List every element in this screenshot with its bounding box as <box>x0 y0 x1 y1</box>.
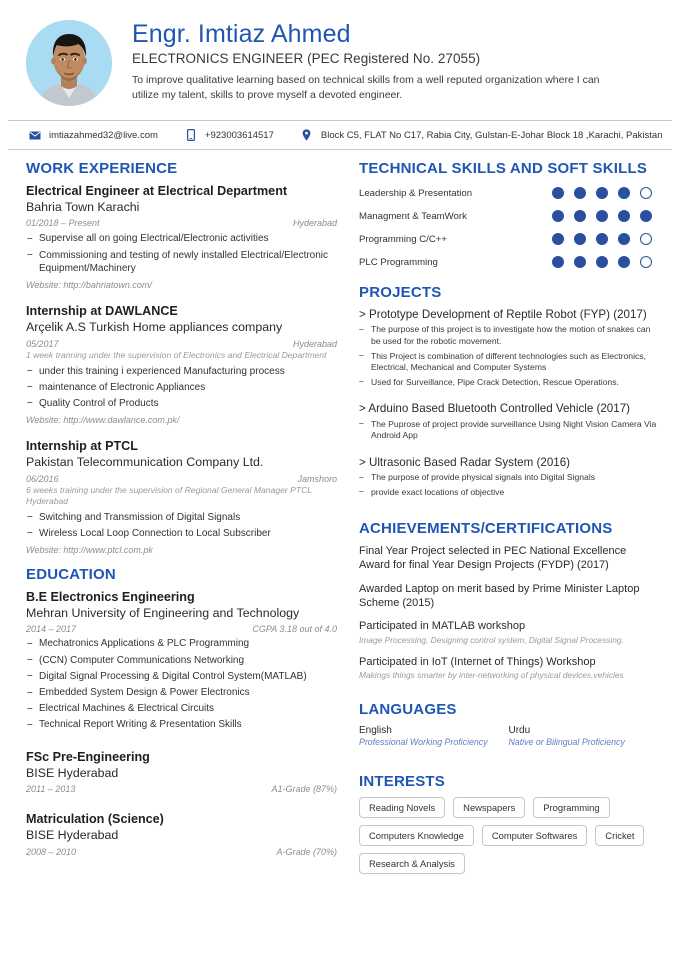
education-entry-dates: 2014 – 2017 <box>26 624 77 635</box>
work-entry-dates: 01/2018 – Present <box>26 218 100 229</box>
achievement-entry <box>359 544 658 573</box>
achievement-entry <box>359 582 658 611</box>
education-entry-dates: 2011 – 2013 <box>26 784 76 795</box>
work-entry-website[interactable]: Website: http://www.dawlance.com.pk/ <box>26 415 180 426</box>
achievement-note: Makings things smarter by inter-networking of physical devices,vehicles <box>358 669 624 680</box>
skill-rating <box>552 233 658 245</box>
skill-rating <box>552 210 658 222</box>
work-entry-location: Jamshoro <box>297 473 337 484</box>
skill-name: PLC Programming <box>358 256 438 268</box>
skill-rating <box>552 187 658 199</box>
work-entry <box>26 184 337 290</box>
achievement-title: Awarded Laptop on merit based by Prime Minister Laptop Scheme (2015) <box>358 582 640 609</box>
skill-dot-filled <box>596 187 608 199</box>
list-item: – The purpose of this project is to investigate how the motion of snakes can be used for the robotic movement. <box>359 324 658 347</box>
skill-dot-empty <box>640 233 652 245</box>
portrait-illustration <box>26 20 112 106</box>
education-entry-result: CGPA 3.18 out of 4.0 <box>252 624 337 635</box>
education-entry-title: B.E Electronics Engineering <box>26 589 195 604</box>
section-heading-technical-skills: TECHNICAL SKILLS AND SOFT SKILLS <box>358 160 648 177</box>
achievement-entry <box>359 619 658 645</box>
interest-tag: Newspapers <box>453 797 525 818</box>
list-item: – Switching and Transmission of Digital Signals <box>26 511 337 524</box>
right-column <box>347 160 662 874</box>
list-item: – under this training i experienced Manufacturing process <box>26 365 337 378</box>
section-heading-achievements: ACHIEVEMENTS/CERTIFICATIONS <box>358 520 613 538</box>
section-heading-projects: PROJECTS <box>358 284 442 301</box>
education-entry-meta <box>26 784 337 794</box>
list-item: – Technical Report Writing & Presentation Skills <box>26 718 337 731</box>
skill-row <box>359 210 658 222</box>
resume-header <box>0 0 680 106</box>
list-item: – Wireless Local Loop Connection to Local Subscriber <box>26 527 337 540</box>
work-entry-website[interactable]: Website: http://www.ptcl.com.pk <box>26 544 153 555</box>
list-item: – Commissioning and testing of newly installed Electrical/Electronic Equipment/Machinery <box>26 249 337 275</box>
languages-list <box>359 725 658 747</box>
education-entry-result: A1-Grade (87%) <box>271 784 337 795</box>
skill-dot-empty <box>640 187 652 199</box>
work-entry-dates: 06/2016 <box>26 473 59 484</box>
profile-photo-wrapper <box>26 20 112 106</box>
achievement-title: Participated in MATLAB workshop <box>358 620 526 633</box>
education-entry-organization: BISE Hyderabad <box>26 765 119 780</box>
list-item: – Supervise all on going Electrical/Electronic activities <box>26 232 337 245</box>
education-entry-result: A-Grade (70%) <box>276 846 337 857</box>
section-heading-work-experience: WORK EXPERIENCE <box>26 160 178 177</box>
section-heading-education: EDUCATION <box>26 565 116 583</box>
work-entry-note: 6 weeks training under the supervision of Regional General Manager PTCL Hyderabad <box>26 484 312 506</box>
project-entry <box>359 456 658 499</box>
work-entry-location: Hyderabad <box>292 218 337 229</box>
achievement-title: Final Year Project selected in PEC National Excellence Award for final Year Design Projects (FYDP) (2017) <box>358 545 627 572</box>
education-entry-organization: BISE Hyderabad <box>26 828 119 843</box>
work-entry-meta <box>26 474 337 484</box>
work-entry-meta <box>26 218 337 228</box>
left-column <box>18 160 347 874</box>
education-entry-organization: Mehran University of Engineering and Technology <box>26 606 300 621</box>
education-entry-meta <box>26 624 337 634</box>
contact-phone[interactable] <box>184 129 274 141</box>
list-item: – Mechatronics Applications & PLC Programming <box>26 637 337 650</box>
envelope-icon <box>28 131 42 140</box>
work-entry-organization: Pakistan Telecommunication Company Ltd. <box>26 455 264 470</box>
interest-tag: Cricket <box>595 825 644 846</box>
list-item: – Quality Control of Products <box>26 397 337 410</box>
language-name: English <box>358 724 392 736</box>
skill-row <box>359 187 658 199</box>
education-entry <box>26 750 337 794</box>
work-entry <box>26 439 337 555</box>
language-entry <box>359 725 509 747</box>
language-name: Urdu <box>508 724 531 736</box>
language-level: Professional Working Proficiency <box>358 736 488 747</box>
skill-dot-filled <box>574 233 586 245</box>
list-item: – The Puprose of project provide surveillance Using Night Vision Camera Via Android App <box>359 419 658 442</box>
list-item: – (CCN) Computer Communications Networking <box>26 654 337 667</box>
education-entry-title: FSc Pre-Engineering <box>26 749 150 764</box>
header-text-block <box>132 18 654 103</box>
skill-dot-filled <box>596 210 608 222</box>
avatar <box>26 20 112 106</box>
education-entry-dates: 2008 – 2010 <box>26 846 77 857</box>
work-entry-bullets <box>26 511 337 540</box>
skill-dot-filled <box>574 210 586 222</box>
work-entry-dates: 05/2017 <box>26 338 59 349</box>
education-entry-meta <box>26 847 337 857</box>
skill-dot-filled <box>618 256 630 268</box>
job-title: ELECTRONICS ENGINEER (PEC Registered No. 27055) <box>132 51 481 66</box>
work-entry-meta <box>26 339 337 349</box>
phone-icon <box>184 129 198 141</box>
work-entry-location: Hyderabad <box>292 338 337 349</box>
list-item: – provide exact locations of objective <box>359 487 658 499</box>
project-bullets <box>359 472 658 498</box>
language-entry <box>508 725 658 747</box>
skill-dot-filled <box>596 233 608 245</box>
skill-dot-filled <box>618 210 630 222</box>
project-entry <box>359 308 658 388</box>
skill-dot-filled <box>640 210 652 222</box>
skill-dot-filled <box>552 233 564 245</box>
list-item: – This Project is combination of different technologies such as Electronics, Electrical, Mechanical and Computer Systems <box>359 351 658 374</box>
work-entry-organization: Arçelik A.S Turkish Home appliances company <box>26 320 283 335</box>
work-entry-website[interactable]: Website: http://bahriatown.com/ <box>26 280 152 291</box>
skill-name: Programming C/C++ <box>358 233 447 245</box>
content-columns <box>0 150 680 874</box>
project-bullets <box>359 419 658 442</box>
project-title: > Ultrasonic Based Radar System (2016) <box>358 455 571 469</box>
skill-name: Managment & TeamWork <box>358 210 467 222</box>
project-entry <box>359 402 658 442</box>
work-entry-title: Internship at DAWLANCE <box>26 304 178 319</box>
achievement-entry <box>359 655 658 681</box>
achievement-note: Image Processing, Designing control system, Digital Signal Processing. <box>358 634 624 645</box>
skill-dot-empty <box>640 256 652 268</box>
interest-tag: Research & Analysis <box>359 853 465 874</box>
section-heading-interests: INTERESTS <box>358 772 445 790</box>
skill-name: Leadership & Presentation <box>358 187 473 199</box>
contact-phone-text: +923003614517 <box>204 129 274 141</box>
education-entry-title: Matriculation (Science) <box>26 812 164 827</box>
skill-rating <box>552 256 658 268</box>
list-item: – maintenance of Electronic Appliances <box>26 381 337 394</box>
achievement-title: Participated in IoT (Internet of Things) Workshop <box>358 655 596 668</box>
work-entry <box>26 304 337 425</box>
interests-list <box>359 797 658 874</box>
work-entry-organization: Bahria Town Karachi <box>26 200 140 215</box>
skill-dot-filled <box>596 256 608 268</box>
skill-dot-filled <box>618 187 630 199</box>
skill-dot-filled <box>574 256 586 268</box>
location-pin-icon <box>300 129 314 141</box>
work-entry-title: Electrical Engineer at Electrical Department <box>26 184 288 198</box>
interest-tag: Programming <box>533 797 609 818</box>
language-level: Native or Bilingual Proficiency <box>508 736 625 747</box>
work-entry-title: Internship at PTCL <box>26 439 138 454</box>
interest-tag: Computers Knowledge <box>359 825 474 846</box>
contact-address-text: Block C5, FLAT No C17, Rabia City, Gulstan-E-Johar Block 18 ,Karachi, Pakistan <box>320 129 663 141</box>
contact-address <box>300 129 663 141</box>
skill-dot-filled <box>552 256 564 268</box>
skill-dot-filled <box>618 233 630 245</box>
skill-dot-filled <box>552 187 564 199</box>
interest-tag: Computer Softwares <box>482 825 587 846</box>
contact-bar <box>0 121 680 149</box>
list-item: – Digital Signal Processing & Digital Control System(MATLAB) <box>26 670 337 683</box>
project-title: > Arduino Based Bluetooth Controlled Vehicle (2017) <box>358 402 631 416</box>
education-entry-bullets <box>26 637 337 731</box>
section-heading-languages: LANGUAGES <box>358 700 457 718</box>
work-entry-note: 1 week tranning under the supervision of Electronics and Electrical Department <box>26 349 327 360</box>
education-entry <box>26 812 337 856</box>
list-item: – The purpose of provide physical signals into Digital Signals <box>359 472 658 484</box>
skill-dot-filled <box>574 187 586 199</box>
project-title: > Prototype Development of Reptile Robot (FYP) (2017) <box>358 308 647 321</box>
project-bullets <box>359 324 658 388</box>
skill-dot-filled <box>552 210 564 222</box>
skill-row <box>359 256 658 268</box>
page-title: Engr. Imtiaz Ahmed <box>132 20 351 48</box>
list-item: – Used for Surveillance, Pipe Crack Detection, Rescue Operations. <box>359 377 658 389</box>
interest-tag: Reading Novels <box>359 797 445 818</box>
education-entry <box>26 590 337 732</box>
list-item: – Embedded System Design & Power Electronics <box>26 686 337 699</box>
profile-summary: To improve qualitative learning based on technical skills from a well reputed organization where I can utilize my talent, skills to prove myself a devoted engineer. <box>132 74 600 102</box>
work-entry-bullets <box>26 365 337 411</box>
list-item: – Electrical Machines & Electrical Circuits <box>26 702 337 715</box>
contact-email[interactable] <box>28 130 158 141</box>
contact-email-text: imtiazahmed32@live.com <box>49 129 158 141</box>
work-entry-bullets <box>26 232 337 275</box>
skill-row <box>359 233 658 245</box>
